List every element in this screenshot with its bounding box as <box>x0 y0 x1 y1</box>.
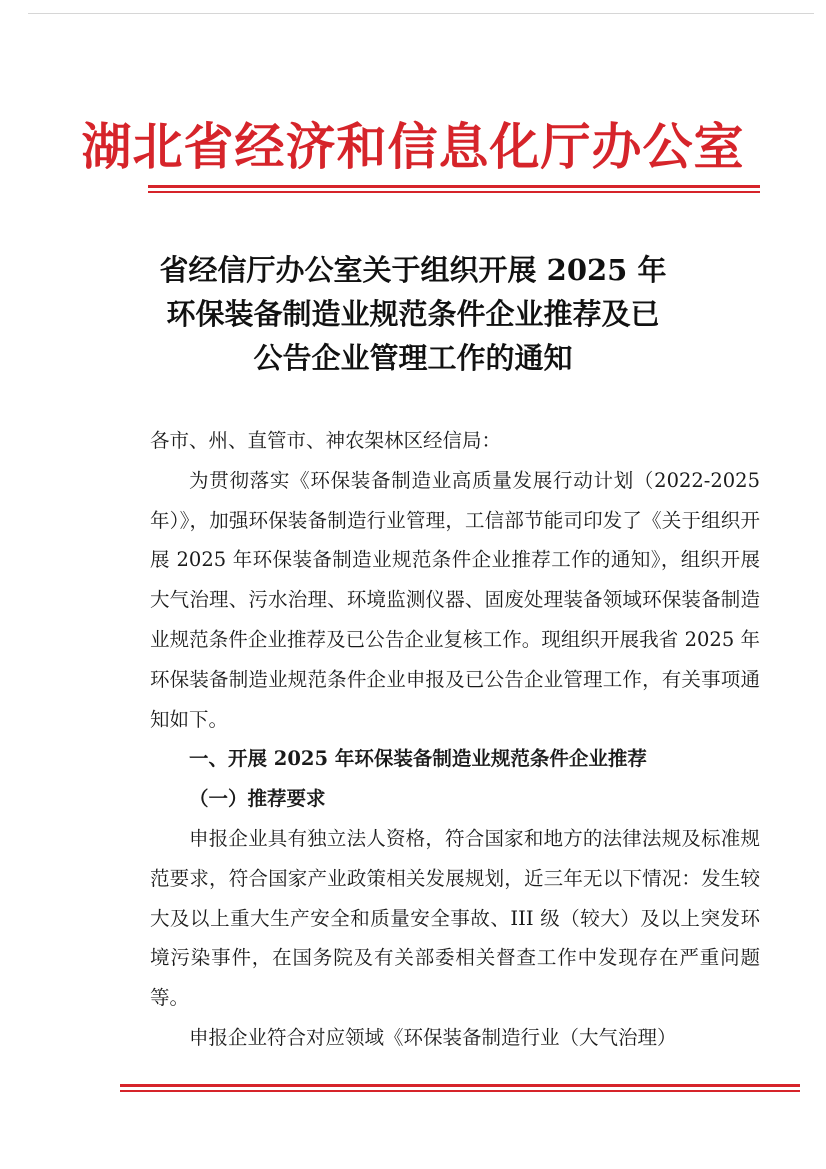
paragraph-requirements: 申报企业具有独立法人资格，符合国家和地方的法律法规及标准规范要求，符合国家产业政策相关发展规划，近三年无以下情况：发生较大及以上重大生产安全和质量安全事故、III 级（较大）及以上突发环境污染事件，在国务院及有关部委相关督查工作中发现存在严重问题等。 <box>150 826 760 1010</box>
subsection-heading-1: （一）推荐要求 <box>189 787 326 811</box>
section-heading-1: 一、开展 2025 年环保装备制造业规范条件企业推荐 <box>189 747 647 771</box>
document-title-line-2: 环保装备制造业规范条件企业推荐及已 <box>166 297 660 331</box>
letterhead-red-rule-thick <box>148 185 760 188</box>
document-title-line-1: 省经信厅办公室关于组织开展 2025 年 <box>159 253 667 287</box>
letterhead-red-rule-thin <box>148 191 760 193</box>
letterhead-organization-name: 湖北省经济和信息化厅办公室 <box>81 117 745 176</box>
document-title-line-3: 公告企业管理工作的通知 <box>253 341 573 375</box>
paragraph-intro: 为贯彻落实《环保装备制造业高质量发展行动计划（2022-2025 年）》，加强环保装备制造行业管理，工信部节能司印发了《关于组织开展 2025 年环保装备制造业规范条件企业推荐工作的通知》，组织开展大气治理、污水治理、环境监测仪器、固废处理装备领域环保装备制造业规范条件企业推荐及已公告企业复核工作。现组织开展我省 2025 年环保装备制造业规范条件企业申报及已公告企业管理工作，有关事项通知如下。 <box>150 468 760 731</box>
salutation: 各市、州、直管市、神农架林区经信局： <box>150 429 502 452</box>
footer-red-rule-thick <box>120 1084 800 1087</box>
paragraph-standards: 申报企业符合对应领域《环保装备制造行业（大气治理） <box>189 1025 677 1049</box>
document-title <box>0 248 826 380</box>
document-body <box>150 421 760 1058</box>
scan-top-edge-line <box>28 13 814 14</box>
footer-red-rule-thin <box>120 1090 800 1092</box>
